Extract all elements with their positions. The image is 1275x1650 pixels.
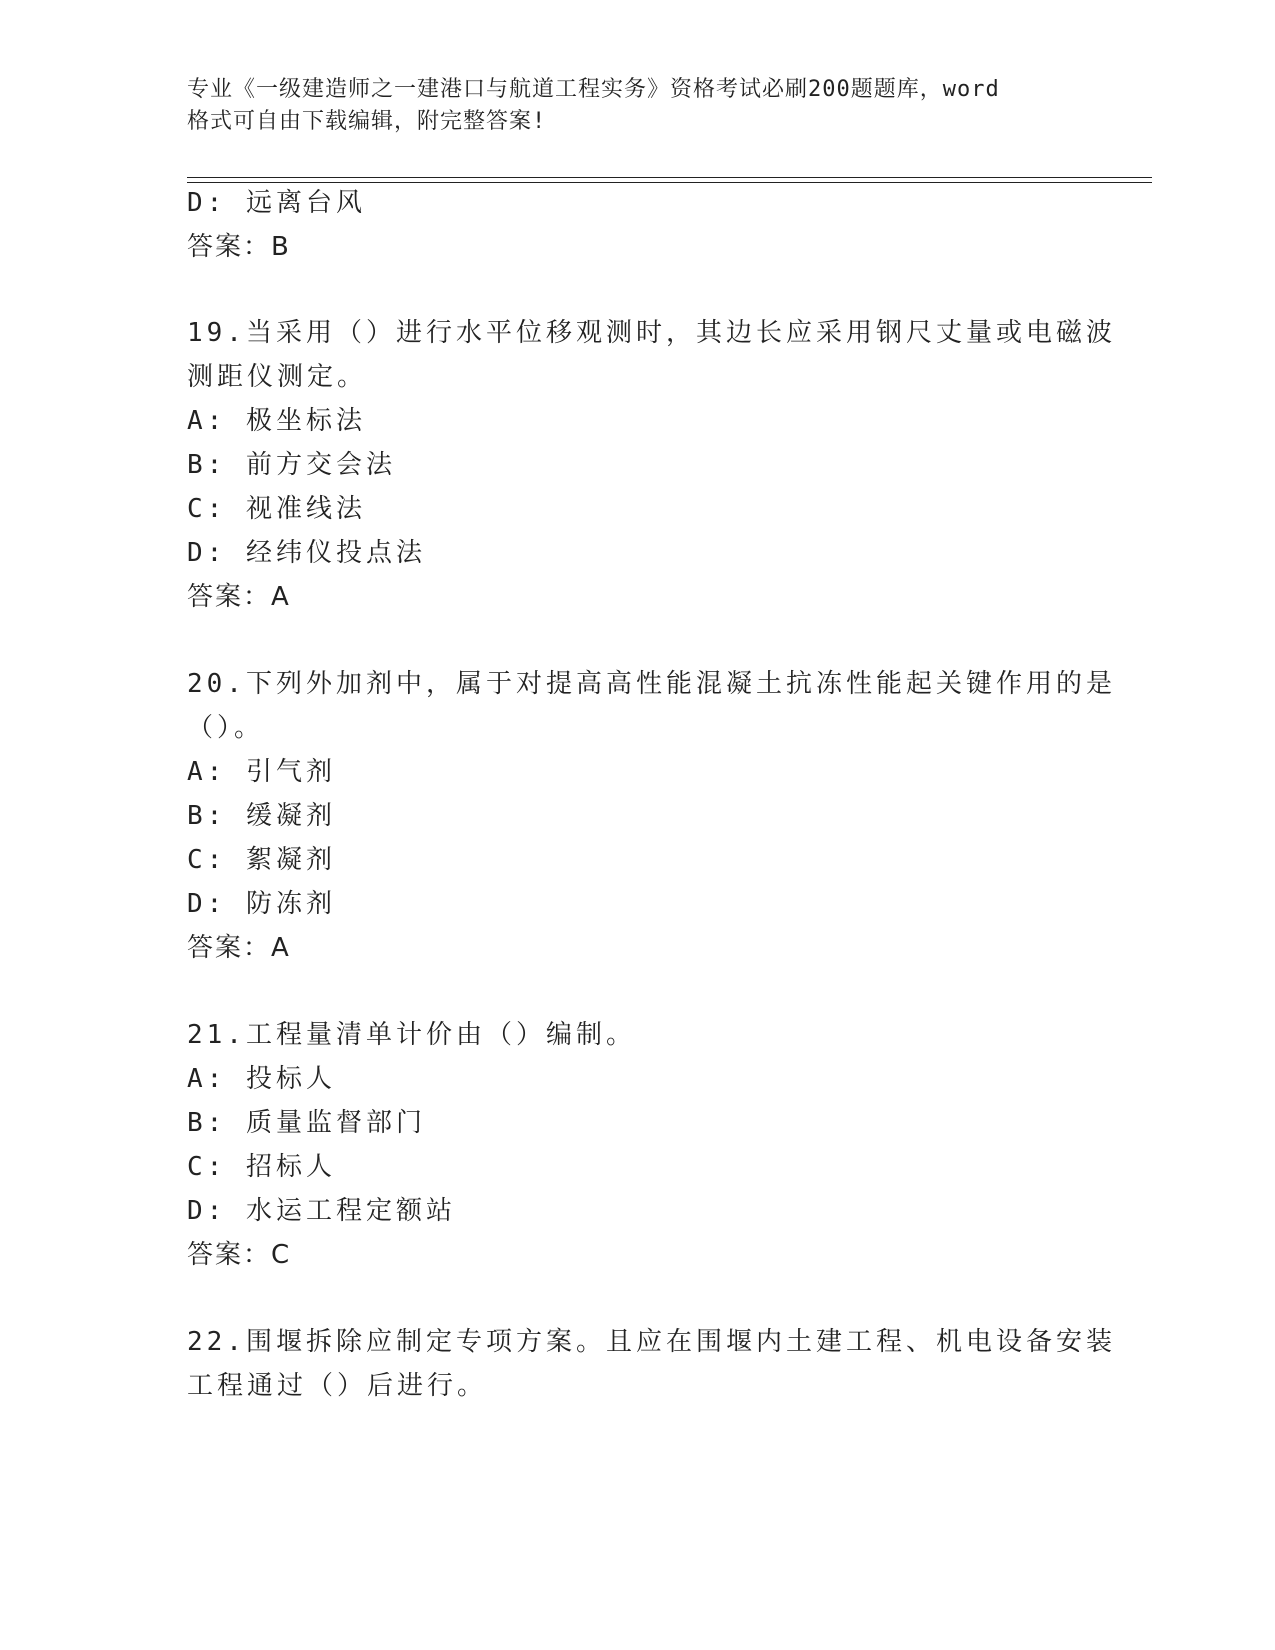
question-19-text-cont: 测距仪测定。 [187,362,368,392]
question-22-text: 22.围堰拆除应制定专项方案。且应在围堰内土建工程、机电设备安装 [187,1327,1116,1357]
option-b: B: 前方交会法 [187,450,396,480]
header-divider-top [187,177,1152,178]
header-divider-bottom [187,182,1152,183]
answer: 答案：A [187,582,291,612]
option-d: D: 经纬仪投点法 [187,538,426,568]
question-20-text: 20.下列外加剂中，属于对提高高性能混凝土抗冻性能起关键作用的是 [187,669,1116,699]
header-line-2: 格式可自由下载编辑，附完整答案! [187,109,547,134]
option-b: B: 缓凝剂 [187,801,336,831]
question-21-text: 21.工程量清单计价由（）编制。 [187,1020,636,1050]
answer: 答案：C [187,1240,292,1270]
option-b: B: 质量监督部门 [187,1108,426,1138]
option-c: C: 絮凝剂 [187,845,336,875]
option-a: A: 投标人 [187,1064,336,1094]
option-d: D: 远离台风 [187,188,366,218]
document-header [187,74,1067,138]
option-a: A: 极坐标法 [187,406,366,436]
question-19-text: 19.当采用（）进行水平位移观测时，其边长应采用钢尺丈量或电磁波 [187,318,1116,348]
option-c: C: 视准线法 [187,494,366,524]
question-22-text-cont: 工程通过（）后进行。 [187,1371,488,1401]
answer: 答案：B [187,232,291,262]
option-c: C: 招标人 [187,1152,336,1182]
option-d: D: 水运工程定额站 [187,1196,456,1226]
answer: 答案：A [187,933,291,963]
option-a: A: 引气剂 [187,757,336,787]
option-d: D: 防冻剂 [187,889,336,919]
question-20-text-cont: （）。 [187,713,265,743]
header-line-1: 专业《一级建造师之一建港口与航道工程实务》资格考试必刷200题题库，word [187,77,1000,102]
